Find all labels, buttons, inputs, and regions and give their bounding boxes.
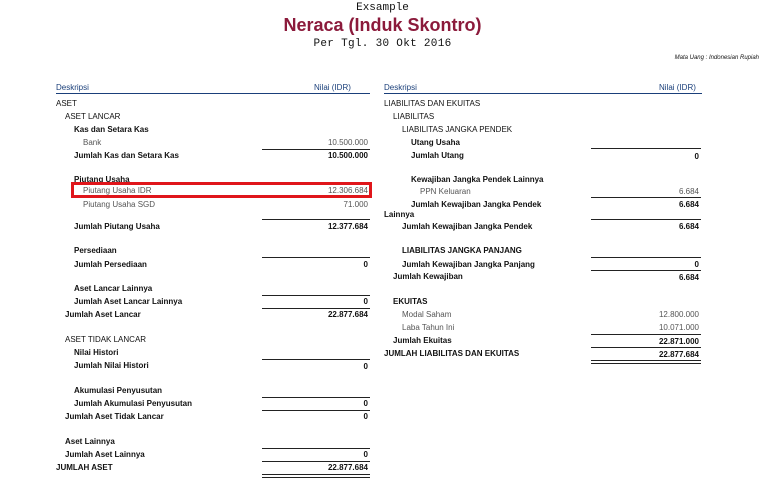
value-total-aset-tidak-lancar: 0 (363, 412, 368, 421)
group-kas: Kas dan Setara Kas (74, 125, 149, 134)
total-aset-lancar-lain: Jumlah Aset Lancar Lainnya (74, 297, 183, 306)
left-desc-header: Deskripsi (56, 83, 89, 92)
group-persediaan: Persediaan (74, 246, 117, 255)
line-ekuitas (591, 334, 701, 335)
value-jumlah-aset: 22.877.684 (327, 463, 368, 472)
group-liab-panjang: LIABILITAS JANGKA PANJANG (402, 246, 522, 255)
line-aset-lancar-lain (262, 295, 370, 296)
total-aset-tidak-lancar: Jumlah Aset Tidak Lancar (65, 412, 164, 421)
value-total-aset-lainnya: 0 (363, 450, 368, 459)
value-total-kewajiban-pendek: 6.684 (678, 222, 699, 231)
company-name: Exsample (356, 2, 409, 14)
value-total-akumulasi: 0 (363, 399, 368, 408)
value-ppn: 6.684 (678, 187, 699, 196)
group-kewajiban-lain: Kewajiban Jangka Pendek Lainnya (411, 175, 544, 184)
left-value-header: Nilai (IDR) (314, 83, 351, 92)
group-nilai-histori: Nilai Histori (74, 348, 119, 357)
value-piutang-sgd: 71.000 (343, 200, 368, 209)
total-kewajiban-lain: Jumlah Kewajiban Jangka Pendek (411, 200, 542, 209)
value-modal-saham: 12.800.000 (658, 310, 699, 319)
row-bank: Bank (83, 138, 102, 147)
value-piutang-idr: 12.306.684 (327, 186, 368, 195)
total-akumulasi: Jumlah Akumulasi Penyusutan (74, 399, 192, 408)
group-aset-lancar-lain: Aset Lancar Lainnya (74, 284, 153, 293)
value-total-persediaan: 0 (363, 260, 368, 269)
line-kewajiban (591, 270, 701, 271)
line-nilai-histori (262, 359, 370, 360)
row-modal-saham: Modal Saham (402, 310, 452, 319)
value-total-utang: 0 (694, 152, 699, 161)
left-header-line (56, 93, 370, 94)
total-piutang: Jumlah Piutang Usaha (74, 222, 160, 231)
value-total-kewajiban-panjang: 0 (694, 260, 699, 269)
total-kewajiban-panjang: Jumlah Kewajiban Jangka Panjang (402, 260, 535, 269)
value-total-aset-lancar-lain: 0 (363, 297, 368, 306)
total-kewajiban-lain-cont: Lainnya (384, 210, 415, 219)
row-laba: Laba Tahun Ini (402, 323, 455, 332)
right-value-header: Nilai (IDR) (659, 83, 696, 92)
line-liab-panjang (591, 257, 701, 258)
currency-note: Mata Uang : Indonesian Rupiah (674, 55, 759, 61)
total-kas: Jumlah Kas dan Setara Kas (74, 151, 179, 160)
line-aset-lainnya (262, 448, 370, 449)
value-total-piutang: 12.377.684 (327, 222, 368, 231)
section-liab-ekuitas: LIABILITAS DAN EKUITAS (384, 99, 481, 108)
report-title: Neraca (Induk Skontro) (283, 15, 482, 35)
group-piutang: Piutang Usaha (74, 175, 130, 184)
line-aset-lancar (262, 308, 370, 309)
section-aset: ASET (56, 99, 77, 108)
value-total-ekuitas: 22.871.000 (658, 337, 699, 346)
line-piutang (262, 219, 370, 220)
total-persediaan: Jumlah Persediaan (74, 260, 147, 269)
group-aset-lainnya: Aset Lainnya (65, 437, 115, 446)
value-total-aset-lancar: 22.877.684 (327, 310, 368, 319)
line-akumulasi (262, 397, 370, 398)
value-bank: 10.500.000 (327, 138, 368, 147)
line-liab-ekuitas (591, 347, 701, 348)
row-ppn: PPN Keluaran (420, 187, 471, 196)
value-total-kewajiban-lain: 6.684 (678, 200, 699, 209)
section-ekuitas: EKUITAS (393, 297, 428, 306)
double-line-jumlah-aset (262, 474, 370, 478)
section-liab-pendek: LIABILITAS JANGKA PENDEK (402, 125, 513, 134)
value-laba: 10.071.000 (658, 323, 699, 332)
report-date: Per Tgl. 30 Okt 2016 (313, 38, 452, 50)
line-jumlah-aset (262, 461, 370, 462)
row-piutang-idr: Piutang Usaha IDR (83, 186, 152, 195)
group-akumulasi: Akumulasi Penyusutan (74, 386, 163, 395)
highlight-box (71, 182, 372, 198)
total-aset-lainnya: Jumlah Aset Lainnya (65, 450, 145, 459)
total-nilai-histori: Jumlah Nilai Histori (74, 361, 149, 370)
line-persediaan (262, 257, 370, 258)
line-kewajiban-pendek (591, 219, 701, 220)
value-total-nilai-histori: 0 (363, 362, 368, 371)
line-aset-tidak-lancar (262, 410, 370, 411)
row-piutang-sgd: Piutang Usaha SGD (83, 200, 156, 209)
section-aset-lancar: ASET LANCAR (65, 112, 121, 121)
line-kas (262, 149, 370, 150)
total-jumlah-aset: JUMLAH ASET (56, 463, 113, 472)
total-aset-lancar: Jumlah Aset Lancar (65, 310, 141, 319)
total-kewajiban: Jumlah Kewajiban (393, 272, 463, 281)
total-liab-ekuitas: JUMLAH LIABILITAS DAN EKUITAS (384, 349, 520, 358)
double-line-liab-ekuitas (591, 360, 701, 364)
value-total-kas: 10.500.000 (327, 151, 368, 160)
value-total-liab-ekuitas: 22.877.684 (658, 350, 699, 359)
line-ppn (591, 197, 701, 198)
value-total-kewajiban: 6.684 (678, 273, 699, 282)
total-kewajiban-pendek: Jumlah Kewajiban Jangka Pendek (402, 222, 533, 231)
line-utang (591, 148, 701, 149)
right-desc-header: Deskripsi (384, 83, 417, 92)
section-liabilitas: LIABILITAS (393, 112, 435, 121)
right-header-line (384, 93, 702, 94)
group-utang-usaha: Utang Usaha (411, 138, 460, 147)
section-aset-tidak-lancar: ASET TIDAK LANCAR (65, 335, 147, 344)
total-utang: Jumlah Utang (411, 151, 464, 160)
total-ekuitas: Jumlah Ekuitas (393, 336, 452, 345)
